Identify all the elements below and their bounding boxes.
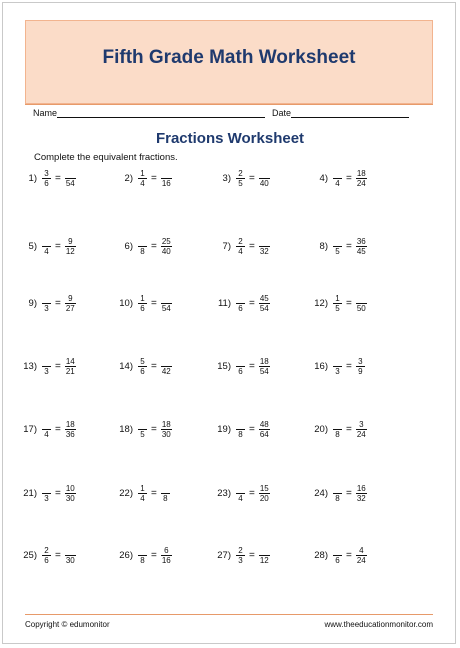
denominator: 30 bbox=[65, 555, 75, 565]
problem-26 bbox=[114, 540, 204, 570]
numerator[interactable] bbox=[337, 169, 339, 178]
right-fraction bbox=[161, 420, 172, 439]
numerator[interactable] bbox=[240, 484, 242, 493]
problem-number: 11) bbox=[217, 297, 231, 309]
right-fraction bbox=[356, 546, 367, 565]
denominator: 40 bbox=[259, 178, 269, 188]
numerator: 2 bbox=[238, 168, 243, 178]
numerator[interactable] bbox=[360, 294, 362, 303]
problem-number: 12) bbox=[314, 297, 328, 309]
right-fraction bbox=[65, 294, 76, 313]
problem-19 bbox=[212, 414, 302, 444]
numerator: 1 bbox=[140, 483, 145, 493]
numerator[interactable] bbox=[46, 294, 48, 303]
denominator: 4 bbox=[335, 178, 340, 188]
denominator: 42 bbox=[161, 366, 171, 376]
problem-23 bbox=[212, 478, 302, 508]
right-fraction bbox=[356, 484, 367, 503]
denominator: 8 bbox=[335, 493, 340, 503]
numerator[interactable] bbox=[240, 294, 242, 303]
equals-sign: = bbox=[55, 549, 61, 561]
numerator[interactable] bbox=[142, 546, 144, 555]
right-fraction bbox=[65, 420, 76, 439]
instructions: Complete the equivalent fractions. bbox=[34, 152, 178, 163]
numerator[interactable] bbox=[142, 237, 144, 246]
right-fraction bbox=[356, 357, 365, 376]
denominator: 32 bbox=[356, 493, 366, 503]
right-fraction bbox=[259, 420, 270, 439]
right-fraction bbox=[259, 237, 270, 256]
denominator: 8 bbox=[140, 555, 145, 565]
left-fraction bbox=[42, 484, 51, 503]
right-fraction bbox=[161, 237, 172, 256]
left-fraction bbox=[138, 237, 147, 256]
numerator: 3 bbox=[359, 419, 364, 429]
denominator: 5 bbox=[335, 246, 340, 256]
numerator: 9 bbox=[68, 236, 73, 246]
problem-18 bbox=[114, 414, 204, 444]
right-fraction bbox=[356, 294, 367, 313]
denominator: 50 bbox=[356, 303, 366, 313]
problem-28 bbox=[309, 540, 399, 570]
equals-sign: = bbox=[151, 360, 157, 372]
numerator[interactable] bbox=[69, 169, 71, 178]
numerator[interactable] bbox=[263, 546, 265, 555]
problem-4 bbox=[309, 163, 399, 193]
right-fraction bbox=[161, 357, 172, 376]
equals-sign: = bbox=[151, 240, 157, 252]
problem-number: 7) bbox=[222, 240, 231, 252]
equals-sign: = bbox=[151, 549, 157, 561]
equals-sign: = bbox=[249, 240, 255, 252]
numerator: 18 bbox=[356, 168, 366, 178]
denominator: 3 bbox=[44, 366, 49, 376]
left-fraction bbox=[333, 294, 342, 313]
problem-number: 1) bbox=[28, 172, 37, 184]
left-fraction bbox=[42, 420, 51, 439]
equals-sign: = bbox=[346, 487, 352, 499]
right-fraction bbox=[161, 169, 172, 188]
left-fraction bbox=[42, 357, 51, 376]
left-fraction bbox=[236, 237, 245, 256]
numerator[interactable] bbox=[165, 294, 167, 303]
denominator: 4 bbox=[140, 178, 145, 188]
numerator[interactable] bbox=[240, 357, 242, 366]
left-fraction bbox=[236, 484, 245, 503]
denominator: 3 bbox=[44, 303, 49, 313]
problem-20 bbox=[309, 414, 399, 444]
problem-number: 25) bbox=[23, 549, 37, 561]
left-fraction bbox=[236, 357, 245, 376]
problem-number: 4) bbox=[319, 172, 328, 184]
right-fraction bbox=[161, 484, 170, 503]
right-fraction bbox=[356, 420, 367, 439]
equals-sign: = bbox=[249, 360, 255, 372]
denominator: 54 bbox=[65, 178, 75, 188]
problem-14 bbox=[114, 351, 204, 381]
denominator: 64 bbox=[259, 429, 269, 439]
equals-sign: = bbox=[151, 487, 157, 499]
equals-sign: = bbox=[249, 423, 255, 435]
left-fraction bbox=[138, 546, 147, 565]
numerator[interactable] bbox=[337, 357, 339, 366]
name-field bbox=[33, 108, 265, 118]
numerator: 9 bbox=[68, 293, 73, 303]
numerator: 6 bbox=[164, 545, 169, 555]
numerator[interactable] bbox=[337, 420, 339, 429]
equals-sign: = bbox=[55, 423, 61, 435]
denominator: 36 bbox=[65, 429, 75, 439]
numerator: 4 bbox=[359, 545, 364, 555]
problem-16 bbox=[309, 351, 399, 381]
equals-sign: = bbox=[346, 297, 352, 309]
date-label: Date bbox=[272, 108, 292, 118]
denominator: 16 bbox=[161, 555, 171, 565]
denominator: 8 bbox=[140, 246, 145, 256]
problem-13 bbox=[18, 351, 108, 381]
numerator: 2 bbox=[238, 545, 243, 555]
left-fraction bbox=[333, 357, 342, 376]
denominator: 12 bbox=[259, 555, 269, 565]
right-fraction bbox=[259, 484, 270, 503]
right-fraction bbox=[161, 546, 172, 565]
footer-divider bbox=[25, 614, 433, 615]
left-fraction bbox=[333, 237, 342, 256]
denominator: 32 bbox=[259, 246, 269, 256]
numerator[interactable] bbox=[46, 420, 48, 429]
equals-sign: = bbox=[151, 297, 157, 309]
denominator: 45 bbox=[356, 246, 366, 256]
denominator: 12 bbox=[65, 246, 75, 256]
problem-27 bbox=[212, 540, 302, 570]
denominator: 21 bbox=[65, 366, 75, 376]
problem-9 bbox=[18, 288, 108, 318]
numerator[interactable] bbox=[337, 484, 339, 493]
problem-8 bbox=[309, 231, 399, 261]
equals-sign: = bbox=[55, 240, 61, 252]
equals-sign: = bbox=[151, 172, 157, 184]
numerator: 16 bbox=[356, 483, 366, 493]
denominator: 5 bbox=[140, 429, 145, 439]
right-fraction bbox=[259, 169, 270, 188]
numerator: 2 bbox=[238, 236, 243, 246]
problem-number: 2) bbox=[124, 172, 133, 184]
denominator: 4 bbox=[44, 429, 49, 439]
denominator: 3 bbox=[238, 555, 243, 565]
name-blank-line bbox=[57, 108, 265, 118]
left-fraction bbox=[138, 357, 147, 376]
numerator: 18 bbox=[161, 419, 171, 429]
equals-sign: = bbox=[346, 423, 352, 435]
left-fraction bbox=[236, 546, 245, 565]
page-title: Fifth Grade Math Worksheet bbox=[102, 47, 356, 68]
problem-number: 18) bbox=[119, 423, 133, 435]
equals-sign: = bbox=[249, 487, 255, 499]
equals-sign: = bbox=[55, 297, 61, 309]
numerator[interactable] bbox=[164, 484, 166, 493]
right-fraction bbox=[65, 237, 76, 256]
numerator[interactable] bbox=[263, 237, 265, 246]
problem-number: 23) bbox=[217, 487, 231, 499]
left-fraction bbox=[333, 484, 342, 503]
numerator[interactable] bbox=[69, 546, 71, 555]
name-label: Name bbox=[33, 108, 58, 118]
equals-sign: = bbox=[55, 487, 61, 499]
denominator: 24 bbox=[356, 429, 366, 439]
problem-17 bbox=[18, 414, 108, 444]
equals-sign: = bbox=[346, 172, 352, 184]
left-fraction bbox=[138, 169, 147, 188]
numerator: 1 bbox=[140, 293, 145, 303]
equals-sign: = bbox=[249, 172, 255, 184]
problem-number: 20) bbox=[314, 423, 328, 435]
denominator: 5 bbox=[238, 178, 243, 188]
left-fraction bbox=[42, 237, 51, 256]
problem-number: 19) bbox=[217, 423, 231, 435]
numerator[interactable] bbox=[165, 357, 167, 366]
numerator: 25 bbox=[161, 236, 171, 246]
date-blank-line bbox=[291, 108, 409, 118]
right-fraction bbox=[65, 546, 76, 565]
denominator: 8 bbox=[335, 429, 340, 439]
numerator[interactable] bbox=[337, 237, 339, 246]
equals-sign: = bbox=[346, 549, 352, 561]
denominator: 54 bbox=[161, 303, 171, 313]
left-fraction bbox=[333, 420, 342, 439]
numerator[interactable] bbox=[337, 546, 339, 555]
problem-12 bbox=[309, 288, 399, 318]
right-fraction bbox=[65, 169, 76, 188]
title-banner bbox=[25, 20, 433, 104]
left-fraction bbox=[42, 546, 51, 565]
problem-3 bbox=[212, 163, 302, 193]
denominator: 54 bbox=[259, 366, 269, 376]
problem-number: 15) bbox=[217, 360, 231, 372]
worksheet-subtitle: Fractions Worksheet bbox=[155, 130, 305, 147]
problem-number: 17) bbox=[23, 423, 37, 435]
problem-25 bbox=[18, 540, 108, 570]
numerator: 5 bbox=[140, 356, 145, 366]
problem-number: 27) bbox=[217, 549, 231, 561]
problem-number: 10) bbox=[119, 297, 133, 309]
left-fraction bbox=[236, 169, 245, 188]
numerator[interactable] bbox=[263, 169, 265, 178]
numerator: 3 bbox=[44, 168, 49, 178]
numerator: 2 bbox=[44, 545, 49, 555]
problem-number: 14) bbox=[119, 360, 133, 372]
problem-number: 16) bbox=[314, 360, 328, 372]
left-fraction bbox=[138, 294, 147, 313]
denominator: 3 bbox=[44, 493, 49, 503]
denominator: 4 bbox=[238, 493, 243, 503]
denominator: 40 bbox=[161, 246, 171, 256]
equals-sign: = bbox=[346, 360, 352, 372]
denominator: 20 bbox=[259, 493, 269, 503]
problem-2 bbox=[114, 163, 204, 193]
equals-sign: = bbox=[346, 240, 352, 252]
left-fraction bbox=[138, 420, 147, 439]
numerator[interactable] bbox=[165, 169, 167, 178]
numerator: 15 bbox=[259, 483, 269, 493]
problem-10 bbox=[114, 288, 204, 318]
right-fraction bbox=[356, 237, 367, 256]
denominator: 4 bbox=[44, 246, 49, 256]
equals-sign: = bbox=[249, 297, 255, 309]
equals-sign: = bbox=[249, 549, 255, 561]
right-fraction bbox=[259, 294, 270, 313]
problem-number: 24) bbox=[314, 487, 328, 499]
denominator: 30 bbox=[65, 493, 75, 503]
numerator[interactable] bbox=[46, 484, 48, 493]
numerator: 36 bbox=[356, 236, 366, 246]
date-field bbox=[272, 108, 409, 118]
denominator: 30 bbox=[161, 429, 171, 439]
right-fraction bbox=[161, 294, 172, 313]
equals-sign: = bbox=[55, 360, 61, 372]
problem-number: 6) bbox=[124, 240, 133, 252]
problem-21 bbox=[18, 478, 108, 508]
left-fraction bbox=[333, 169, 342, 188]
problem-number: 28) bbox=[314, 549, 328, 561]
denominator: 5 bbox=[335, 303, 340, 313]
problem-24 bbox=[309, 478, 399, 508]
numerator: 1 bbox=[140, 168, 145, 178]
left-fraction bbox=[42, 169, 51, 188]
left-fraction bbox=[236, 294, 245, 313]
numerator: 10 bbox=[65, 483, 75, 493]
problem-number: 8) bbox=[319, 240, 328, 252]
numerator: 1 bbox=[335, 293, 340, 303]
denominator: 24 bbox=[356, 555, 366, 565]
problem-1 bbox=[18, 163, 108, 193]
problem-7 bbox=[212, 231, 302, 261]
problem-11 bbox=[212, 288, 302, 318]
denominator: 6 bbox=[238, 366, 243, 376]
denominator: 6 bbox=[238, 303, 243, 313]
numerator: 3 bbox=[358, 356, 363, 366]
numerator: 45 bbox=[259, 293, 269, 303]
equals-sign: = bbox=[55, 172, 61, 184]
problem-number: 3) bbox=[222, 172, 231, 184]
problem-5 bbox=[18, 231, 108, 261]
problem-6 bbox=[114, 231, 204, 261]
copyright-text: Copyright © edumonitor bbox=[25, 620, 110, 629]
denominator: 6 bbox=[140, 366, 145, 376]
numerator: 18 bbox=[65, 419, 75, 429]
right-fraction bbox=[65, 484, 76, 503]
denominator: 24 bbox=[356, 178, 366, 188]
problem-number: 26) bbox=[119, 549, 133, 561]
denominator: 8 bbox=[163, 493, 168, 503]
numerator[interactable] bbox=[46, 357, 48, 366]
problem-number: 13) bbox=[23, 360, 37, 372]
left-fraction bbox=[42, 294, 51, 313]
left-fraction bbox=[236, 420, 245, 439]
denominator: 6 bbox=[44, 178, 49, 188]
denominator: 6 bbox=[44, 555, 49, 565]
right-fraction bbox=[65, 357, 76, 376]
problem-number: 22) bbox=[119, 487, 133, 499]
denominator: 4 bbox=[238, 246, 243, 256]
denominator: 6 bbox=[335, 555, 340, 565]
numerator[interactable] bbox=[142, 420, 144, 429]
problem-number: 9) bbox=[28, 297, 37, 309]
numerator: 14 bbox=[65, 356, 75, 366]
numerator: 18 bbox=[259, 356, 269, 366]
right-fraction bbox=[259, 357, 270, 376]
denominator: 8 bbox=[238, 429, 243, 439]
problem-15 bbox=[212, 351, 302, 381]
denominator: 54 bbox=[259, 303, 269, 313]
denominator: 16 bbox=[161, 178, 171, 188]
numerator[interactable] bbox=[46, 237, 48, 246]
problem-22 bbox=[114, 478, 204, 508]
numerator[interactable] bbox=[240, 420, 242, 429]
website-text: www.theeducationmonitor.com bbox=[324, 620, 433, 629]
numerator: 48 bbox=[259, 419, 269, 429]
denominator: 6 bbox=[140, 303, 145, 313]
problem-number: 21) bbox=[23, 487, 37, 499]
left-fraction bbox=[138, 484, 147, 503]
denominator: 9 bbox=[358, 366, 363, 376]
header-divider bbox=[25, 104, 433, 105]
problem-number: 5) bbox=[28, 240, 37, 252]
denominator: 3 bbox=[335, 366, 340, 376]
equals-sign: = bbox=[151, 423, 157, 435]
denominator: 4 bbox=[140, 493, 145, 503]
denominator: 27 bbox=[65, 303, 75, 313]
right-fraction bbox=[356, 169, 367, 188]
right-fraction bbox=[259, 546, 270, 565]
left-fraction bbox=[333, 546, 342, 565]
